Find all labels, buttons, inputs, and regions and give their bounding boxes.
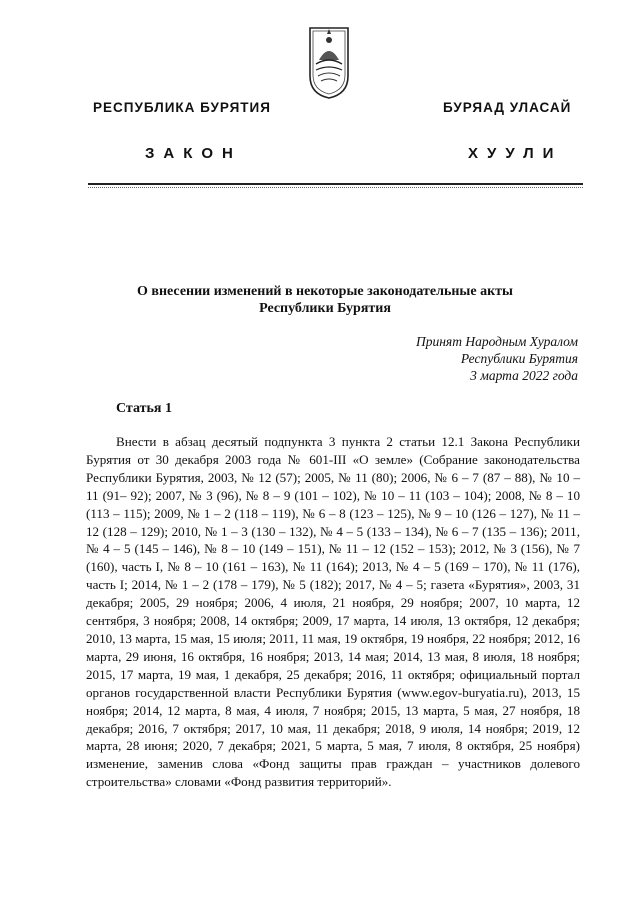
law-label-buryat: ХУУЛИ <box>468 145 563 162</box>
republic-name-buryat: БУРЯАД УЛАСАЙ <box>443 100 572 115</box>
adoption-note-line2: Республики Бурятия <box>460 351 578 366</box>
law-title-line2: Республики Бурятия <box>259 301 391 316</box>
buryatia-coat-of-arms-icon <box>304 20 354 100</box>
law-title-line1: О внесении изменений в некоторые законодательные акты <box>137 284 513 299</box>
adoption-note-line1: Принят Народным Хуралом <box>415 334 578 349</box>
adoption-date: 3 марта 2022 года <box>470 368 578 383</box>
header-divider-dotted <box>88 187 583 188</box>
article-body: Внести в абзац десятый подпункта 3 пункта 2 статьи 12.1 Закона Республики Бурятия от 30 декабря 2003 года № 601-III «О земле» (Собрание законодательства Республики Бурятия, 2003, № 12 (57); 2005, № 11 (80); 2006, № 6 – 7 (87 – 88), № 10 – 11 (91– 92); 2007, № 3 (96), № 8 – 9 (101 – 102), № 10 – 11 (103 – 104); 2008, № 8 – 10 (113 – 115); 2009, № 1 – 2 (118 – 119), № 6 – 8 (123 – 125), № 9 – 10 (126 – 127), № 11 – 12 (128 – 129); 2010, № 1 – 3 (130 – 132), № 4 – 5 (133 – 134), № 6 – 7 (135 – 136); 2011, № 4 – 5 (145 – 146), № 8 – 10 (149 – 151), № 11 – 12 (152 – 153); 2012, № 3 (156), № 7 (160), часть I, № 8 – 10 (161 – 163), № 11 (164); 2013, № 4 – 5 (169 – 170), № 11 (176), часть I; 2014, № 1 – 2 (178 – 179), № 5 (182); 2017, № 4 – 5; газета «Бурятия», 2003, 31 декабря; 2005, 29 ноября; 2006, 4 июля, 21 ноября, 29 ноября; 2007, 10 марта, 12 сентября, 3 ноября; 2008, 14 октября; 2009, 17 марта, 14 июля, 13 октября, 12 декабря; 2010, 13 марта, 15 мая, 15 июля; 2011, 11 мая, 19 октября, 19 ноября, 22 ноября; 2012, 16 марта, 29 июня, 16 октября, 16 ноября; 2013, 14 мая; 2014, 13 мая, 8 июля, 18 ноября; 2015, 17 марта, 19 мая, 1 декабря, 25 декабря; 2016, 11 октября; официальный портал органов государственной власти Республики Бурятия (www.egov-buryatia.ru), 2013, 15 ноября; 2014, 12 марта, 8 мая, 4 июля, 7 ноября; 2015, 13 марта, 5 мая, 27 ноября, 18 декабря; 2016, 7 октября; 2017, 10 мая, 11 декабря; 2018, 9 июля, 14 ноября; 2019, 12 марта, 28 июня; 2020, 7 декабря; 2021, 5 марта, 5 мая, 7 июля, 8 октября, 25 ноября) изменение, заменив слова «Фонд защиты прав граждан – участников долевого строительства» словами «Фонд развития территорий». <box>86 434 580 790</box>
header-divider <box>88 183 583 185</box>
adoption-note <box>416 333 578 384</box>
article-heading: Статья 1 <box>116 401 172 416</box>
law-label-russian: ЗАКОН <box>145 145 242 162</box>
republic-name-russian: РЕСПУБЛИКА БУРЯТИЯ <box>93 100 271 115</box>
law-title <box>60 283 590 317</box>
